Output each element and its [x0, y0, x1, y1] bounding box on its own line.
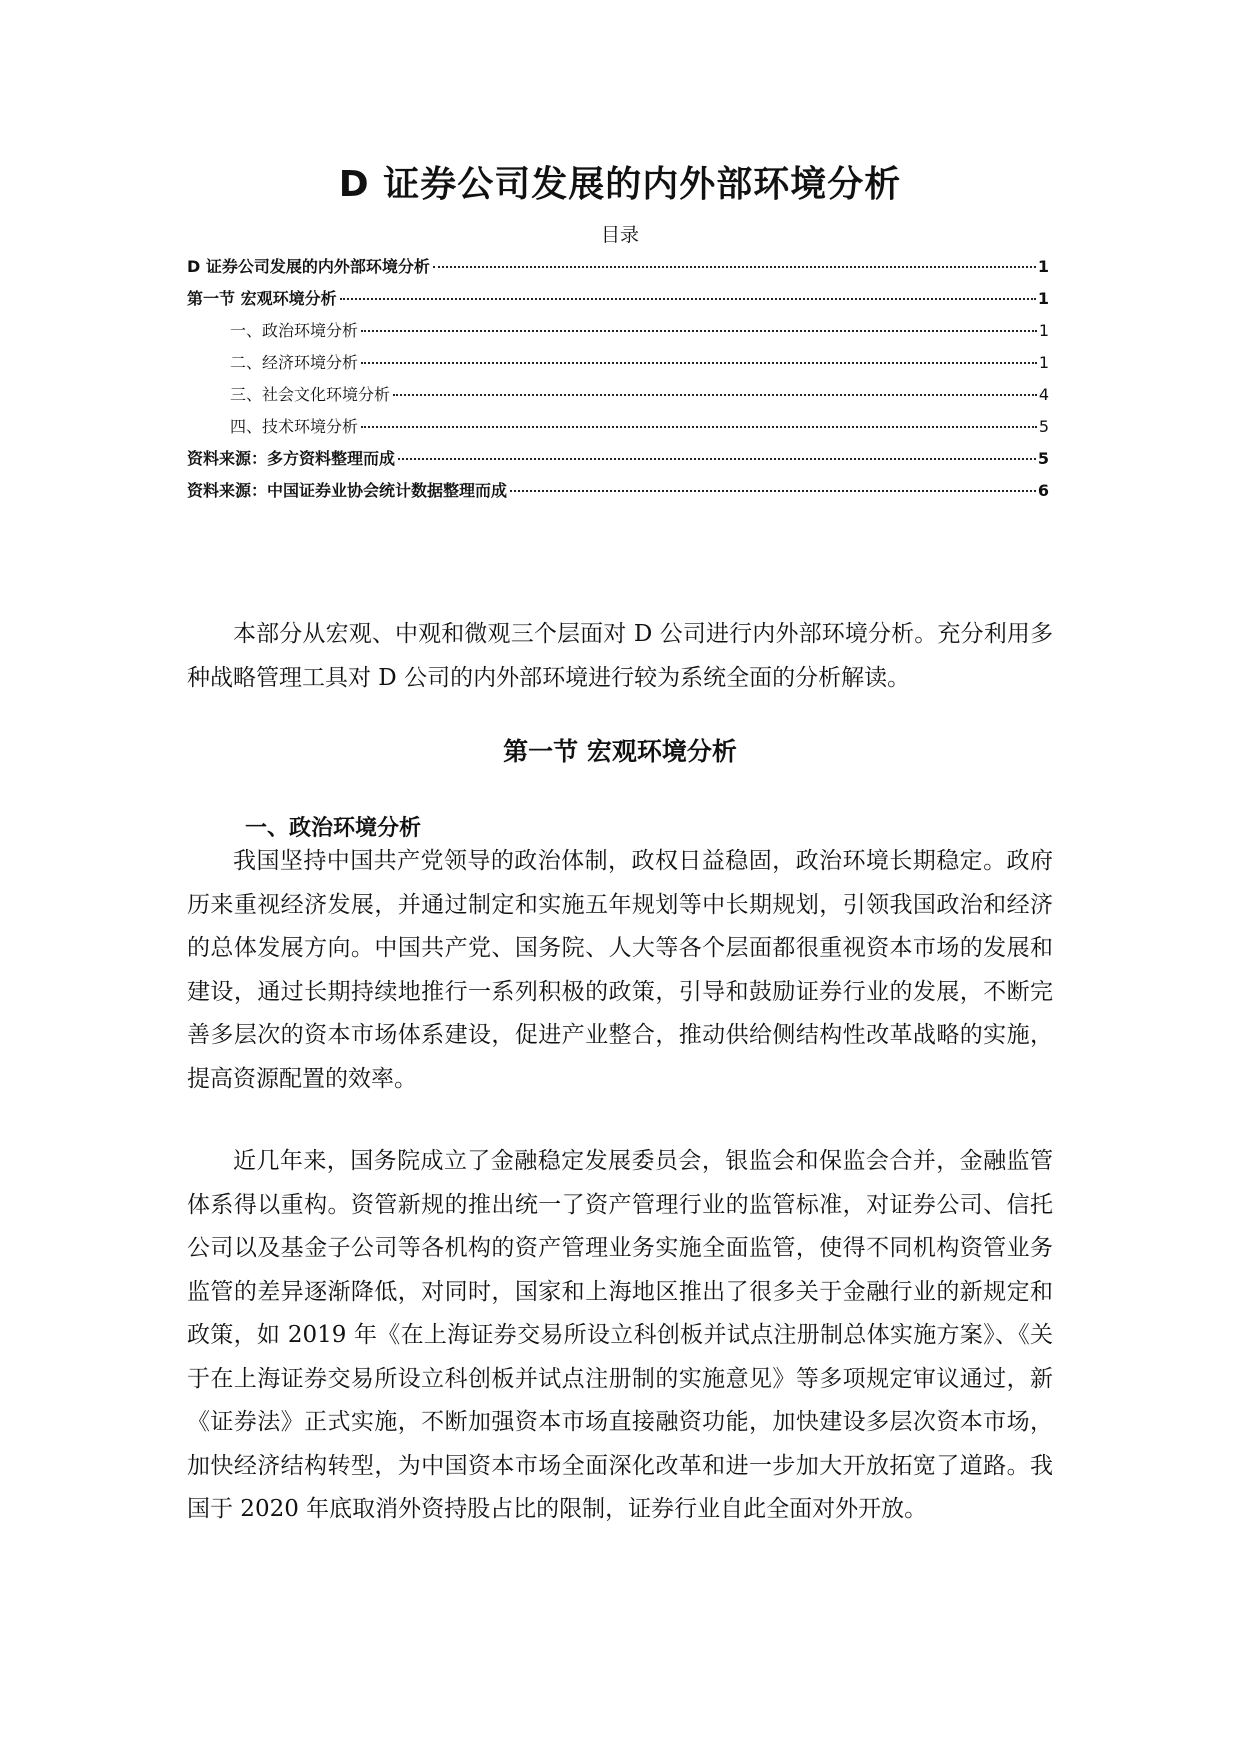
toc-entry-page: 5 — [1038, 417, 1049, 436]
toc-entry[interactable] — [187, 478, 1049, 510]
toc-leader-dots — [393, 394, 1037, 396]
toc-entry-label: 四、技术环境分析 — [230, 417, 359, 436]
toc-entry[interactable] — [187, 414, 1049, 446]
subsection-heading: 一、政治环境分析 — [245, 816, 422, 841]
toc-entry-label: D 证券公司发展的内外部环境分析 — [187, 257, 430, 276]
toc-entry[interactable] — [187, 350, 1049, 382]
toc-entry-page: 1 — [1038, 321, 1049, 340]
toc-entry-page: 4 — [1038, 385, 1049, 404]
toc-entry-page: 1 — [1037, 257, 1049, 276]
toc-entry-page: 5 — [1037, 449, 1049, 468]
toc-leader-dots — [433, 266, 1036, 268]
body-paragraph: 近几年来，国务院成立了金融稳定发展委员会，银监会和保监会合并，金融监管体系得以重构。资管新规的推出统一了资产管理行业的监管标准，对证券公司、信托公司以及基金子公司等各机构的资产管理业务实施全面监管，使得不同机构资管业务监管的差异逐渐降低，对同时，国家和上海地区推出了很多关于金融行业的新规定和政策，如 2019 年《在上海证券交易所设立科创板并试点注册制总体实施方案》、《关于在上海证券交易所设立科创板并试点注册制的实施意见》等多项规定审议通过，新《证券法》正式实施，不断加强资本市场直接融资功能，加快建设多层次资本市场，加快经济结构转型，为中国资本市场全面深化改革和进一步加大开放拓宽了道路。我国于 2020 年底取消外资持股占比的限制，证券行业自此全面对外开放。 — [187, 1148, 1053, 1522]
toc-entry[interactable] — [187, 286, 1049, 318]
toc-entry-label: 资料来源：多方资料整理而成 — [187, 449, 396, 468]
document-title: D 证券公司发展的内外部环境分析 — [338, 164, 902, 205]
toc-entry-page: 1 — [1037, 289, 1049, 308]
toc-leader-dots — [361, 330, 1037, 332]
toc-entry-label: 一、政治环境分析 — [230, 321, 359, 340]
toc-leader-dots — [361, 362, 1037, 364]
toc-entry[interactable] — [187, 318, 1049, 350]
toc-heading: 目录 — [600, 224, 639, 246]
toc-entry[interactable] — [187, 446, 1049, 478]
toc-leader-dots — [510, 490, 1036, 492]
toc-leader-dots — [361, 426, 1037, 428]
toc-entry-page: 1 — [1038, 353, 1049, 372]
toc-entry-label: 三、社会文化环境分析 — [230, 385, 391, 404]
section-heading: 第一节 宏观环境分析 — [503, 737, 737, 766]
toc-entry-label: 资料来源：中国证券业协会统计数据整理而成 — [187, 481, 508, 500]
intro-paragraph: 本部分从宏观、中观和微观三个层面对 D 公司进行内外部环境分析。充分利用多种战略管理工具对 D 公司的内外部环境进行较为系统全面的分析解读。 — [187, 621, 1053, 691]
toc-entry-label: 第一节 宏观环境分析 — [187, 289, 337, 308]
toc-entry-label: 二、经济环境分析 — [230, 353, 359, 372]
toc-entry[interactable] — [187, 382, 1049, 414]
table-of-contents — [187, 254, 1049, 510]
toc-leader-dots — [398, 458, 1036, 460]
toc-leader-dots — [340, 298, 1036, 300]
toc-entry-page: 6 — [1037, 481, 1049, 500]
toc-entry[interactable] — [187, 254, 1049, 286]
body-paragraph: 我国坚持中国共产党领导的政治体制，政权日益稳固，政治环境长期稳定。政府历来重视经济发展，并通过制定和实施五年规划等中长期规划，引领我国政治和经济的总体发展方向。中国共产党、国务院、人大等各个层面都很重视资本市场的发展和建设，通过长期持续地推行一系列积极的政策，引导和鼓励证券行业的发展，不断完善多层次的资本市场体系建设，促进产业整合，推动供给侧结构性改革战略的实施，提高资源配置的效率。 — [187, 848, 1053, 1092]
